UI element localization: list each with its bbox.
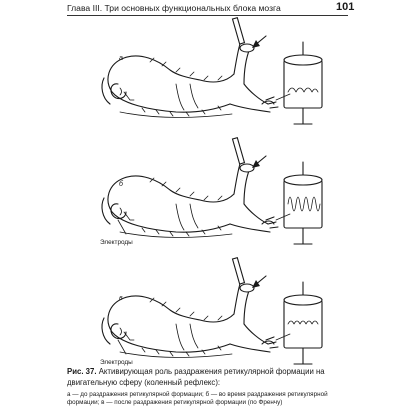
page-number: 101 — [336, 1, 355, 13]
panel-a — [102, 18, 322, 124]
panel-c-letter: в — [119, 295, 123, 302]
panel-b — [100, 138, 322, 246]
panel-b-letter: б — [119, 181, 123, 188]
figure-legend: а — до раздражения ретикулярной формации; б — во время раздражения ретикулярной формации; в — после раздражения ретикулярной формации (по Френчу) — [67, 391, 328, 407]
panel-a-letter: а — [119, 55, 123, 62]
caption-text: Активирующая роль раздражения ретикулярной формации на двигательную сферу (коленный рефлекс): — [67, 367, 325, 387]
panel-c — [100, 258, 322, 366]
panel-c-electrodes-label: Электроды — [100, 359, 133, 366]
figure-label: Рис. 37. — [67, 367, 97, 376]
panel-b-electrodes-label: Электроды — [100, 239, 133, 246]
figure-caption — [67, 367, 349, 388]
running-head: Глава III. Три основных функциональных блока мозга — [67, 3, 281, 13]
